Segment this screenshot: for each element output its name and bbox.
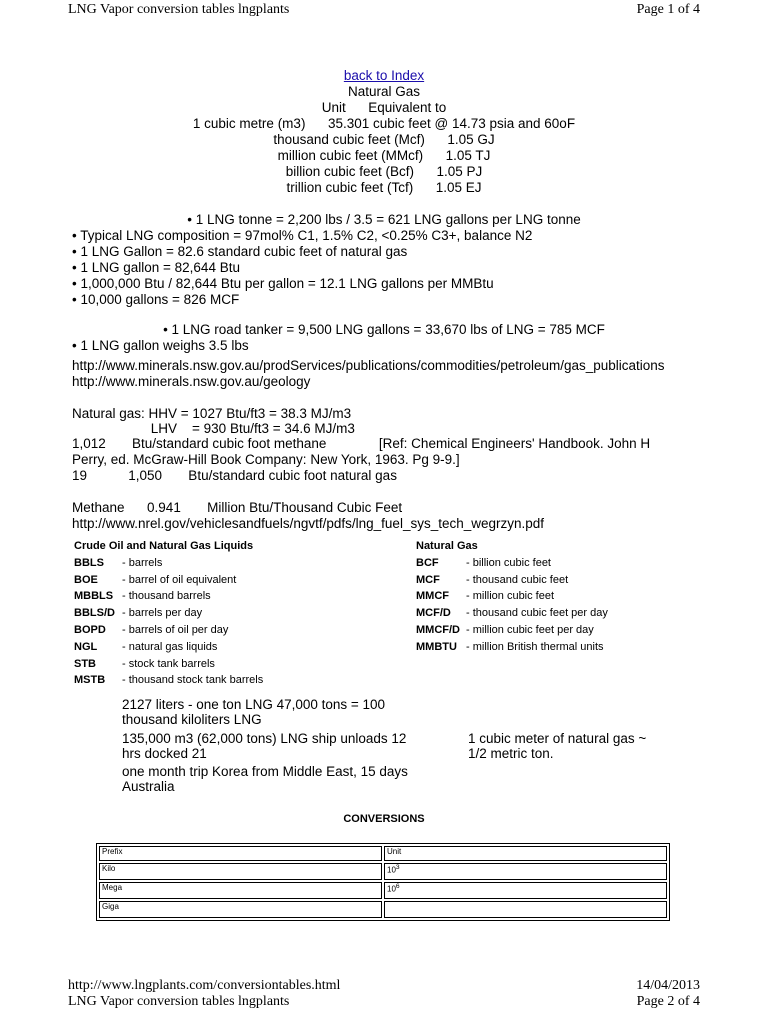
fact-line: • 1 LNG Gallon = 82.6 standard cubic feet of natural gas [72,244,408,259]
prefix-cell: Kilo [99,863,382,880]
lng-tonne-fact: • 1 LNG tonne = 2,200 lbs / 3.5 = 621 LNG gallons per LNG tonne [187,212,581,227]
fact-line: • Typical LNG composition = 97mol% C1, 1.5% C2, <0.25% C3+, balance N2 [72,228,533,243]
header-page-number: Page 1 of 4 [636,2,700,17]
list-item: NGL - natural gas liquids [74,640,218,653]
table-row [99,863,667,880]
reference-line: Perry, ed. McGraw-Hill Book Company: New York, 1963. Pg 9-9.] [72,452,460,467]
methane-line: Methane 0.941 Million Btu/Thousand Cubic Feet [72,500,403,515]
center-line: million cubic feet (MMcf) 1.05 TJ [277,148,491,163]
column-header: Unit [384,846,667,861]
unit-cell: $10^6$ [384,882,667,899]
list-item: BBLS/D - barrels per day [74,607,203,620]
back-link-row [0,68,768,84]
hhv-line: Natural gas: HHV = 1027 Btu/ft3 = 38.3 MJ/m3 [72,406,352,421]
center-line: thousand cubic feet (Mcf) 1.05 GJ [273,132,495,147]
table-row [99,901,667,918]
next-page-header [68,994,700,1010]
natural-gas-btu-line: 19 1,050 Btu/standard cubic foot natural gas [72,468,397,483]
list-item: BOE - barrel of oil equivalent [74,573,237,586]
note-liters: 2127 liters - one ton LNG 47,000 tons = 100 thousand kiloliters LNG [122,697,386,727]
natural-gas-abbreviations [416,538,608,656]
list-item: MBBLS - thousand barrels [74,590,211,603]
list-item: MMBTU - million British thermal units [416,640,604,653]
note-ship: 135,000 m3 (62,000 tons) LNG ship unloads 12 hrs docked 21 [122,731,407,761]
note-trip: one month trip Korea from Middle East, 15 days Australia [122,764,408,794]
crude-oil-abbreviations [74,538,263,689]
minerals-url: http://www.minerals.nsw.gov.au/prodServices/publications/commodities/petroleum/gas_publications [72,358,665,373]
next-page-number: Page 2 of 4 [636,994,700,1009]
prefix-cell: Mega [99,882,382,899]
center-line: 1 cubic metre (m3) 35.301 cubic feet @ 14.73 psia and 60oF [192,116,576,131]
list-item: MMCF/D - million cubic feet per day [416,623,594,636]
geology-url: http://www.minerals.nsw.gov.au/geology [72,374,311,389]
header-title: LNG Vapor conversion tables lngplants [68,2,290,17]
unit-cell [384,901,667,918]
natgas-heading: Natural Gas [416,540,478,552]
list-item: BOPD - barrels of oil per day [74,623,229,636]
fact-line: • 1 LNG gallon weighs 3.5 lbs [72,338,249,353]
fact-line: • 10,000 gallons = 826 MCF [72,292,240,307]
natural-gas-equivalents [0,84,768,196]
prefix-cell: Giga [99,901,382,918]
table-row [99,882,667,899]
footer-url: http://www.lngplants.com/conversiontables.html [68,978,341,993]
center-line: billion cubic feet (Bcf) 1.05 PJ [285,164,483,179]
page-footer-url-row [68,978,700,994]
note-cubic-meter: 1 cubic meter of natural gas ~ 1/2 metric ton. [468,731,647,761]
fact-line: • 1,000,000 Btu / 82,644 Btu per gallon = 12.1 LNG gallons per MMBtu [72,276,494,291]
footer-date: 14/04/2013 [636,978,700,993]
list-item: MSTB - thousand stock tank barrels [74,674,264,687]
conversions-title: CONVERSIONS [343,813,425,825]
table-header-row [99,846,667,861]
next-page-title: LNG Vapor conversion tables lngplants [68,994,290,1009]
road-tanker-fact: • 1 LNG road tanker = 9,500 LNG gallons = 33,670 lbs of LNG = 785 MCF [163,322,605,337]
methane-btu-line: 1,012 Btu/standard cubic foot methane [Ref: Chemical Engineers' Handbook. John H [72,436,651,451]
crude-heading: Crude Oil and Natural Gas Liquids [74,540,254,552]
lhv-line: LHV = 930 Btu/ft3 = 34.6 MJ/m3 [72,421,355,436]
center-line: Natural Gas [347,84,421,99]
list-item: BBLS - barrels [74,556,163,569]
list-item: BCF - billion cubic feet [416,556,551,569]
fact-line: • 1 LNG gallon = 82,644 Btu [72,260,240,275]
nrel-url: http://www.nrel.gov/vehiclesandfuels/ngvtf/pdfs/lng_fuel_sys_tech_wegrzyn.pdf [72,516,545,531]
list-item: STB - stock tank barrels [74,657,215,670]
list-item: MCF - thousand cubic feet [416,573,569,586]
conversions-table [96,843,670,921]
back-to-index-link[interactable]: back to Index [343,68,425,83]
list-item: MCF/D - thousand cubic feet per day [416,607,608,620]
page-header [68,2,700,18]
center-line: Unit Equivalent to [321,100,447,115]
column-header: Prefix [99,846,382,861]
center-line: trillion cubic feet (Tcf) 1.05 EJ [286,180,482,195]
list-item: MMCF - million cubic feet [416,590,555,603]
unit-cell: $10^3$ [384,863,667,880]
